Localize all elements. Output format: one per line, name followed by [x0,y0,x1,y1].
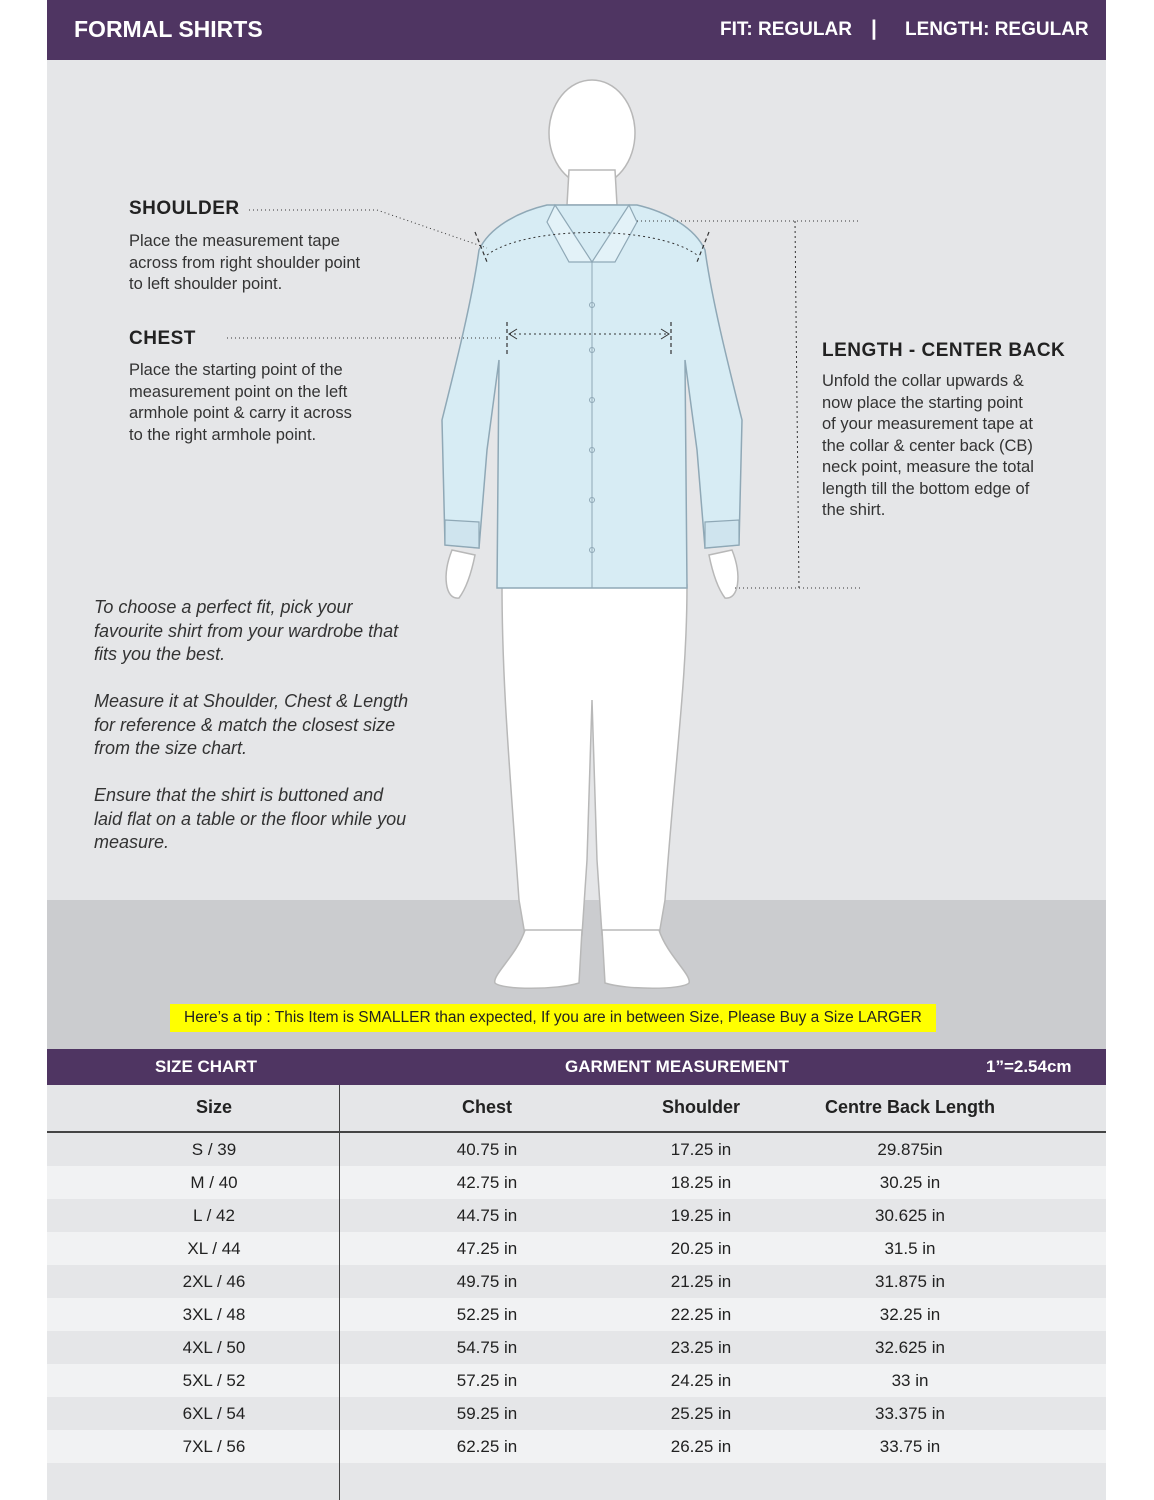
table-row [47,1397,1106,1430]
cell-chest: 52.25 in [456,1305,518,1324]
size-table-header [47,1085,1106,1133]
cell-chest: 44.75 in [456,1206,518,1225]
advice-paragraph: Ensure that the shirt is buttoned and laid flat on a table or the floor while you measure. [94,785,407,852]
cell-shoulder: 18.25 in [670,1173,732,1192]
cell-shoulder: 22.25 in [670,1305,732,1324]
length-label: LENGTH: REGULAR [905,19,1089,40]
chest-label: CHEST [129,328,196,349]
size-chart-header [47,1049,1106,1085]
sizing-tip: Here’s a tip : This Item is SMALLER than expected, If you are in between Size, Please Buy a Size LARGER [170,1004,936,1032]
cell-size: 3XL / 48 [182,1305,246,1324]
cell-centre-back-length: 31.875 in [875,1272,945,1291]
cell-centre-back-length: 33.75 in [879,1437,941,1456]
cell-shoulder: 17.25 in [670,1140,732,1159]
table-divider [339,1085,340,1500]
cell-centre-back-length: 33.375 in [875,1404,945,1423]
table-row [47,1133,1106,1166]
size-chart-title: SIZE CHART [155,1057,257,1076]
cell-size: L / 42 [193,1206,235,1225]
cell-size: 4XL / 50 [182,1338,246,1357]
cell-shoulder: 26.25 in [670,1437,732,1456]
table-row [47,1265,1106,1298]
cell-centre-back-length: 30.625 in [875,1206,945,1225]
cell-shoulder: 24.25 in [670,1371,732,1390]
cell-shoulder: 20.25 in [670,1239,732,1258]
table-row [47,1430,1106,1463]
cell-centre-back-length: 32.25 in [879,1305,941,1324]
length-center-back-label: LENGTH - CENTER BACK [822,340,1066,361]
cell-centre-back-length: 30.25 in [879,1173,941,1192]
cell-size: 7XL / 56 [182,1437,246,1456]
column-header-shoulder: Shoulder [661,1097,740,1117]
cell-chest: 49.75 in [456,1272,518,1291]
cell-size: S / 39 [191,1140,237,1159]
cell-centre-back-length: 31.5 in [884,1239,936,1258]
cell-chest: 47.25 in [456,1239,518,1258]
garment-measurement-title: GARMENT MEASUREMENT [565,1057,789,1076]
fit-label: FIT: REGULAR [720,19,852,40]
shoulder-description: Place the measurement tape across from right shoulder point to left shoulder point. [129,232,361,293]
cell-size: XL / 44 [187,1239,241,1258]
column-header-chest: Chest [461,1097,512,1117]
cell-chest: 57.25 in [456,1371,518,1390]
cell-chest: 59.25 in [456,1404,518,1423]
advice-paragraph: Measure it at Shoulder, Chest & Length for reference & match the closest size from the size chart. [94,691,409,758]
length-center-back-description: Unfold the collar upwards & now place the starting point of your measurement tape at the collar & center back (CB) neck point, measure the total length till the bottom edge of the shirt. [822,372,1034,519]
shoulder-label: SHOULDER [129,198,240,219]
cell-size: 2XL / 46 [182,1272,246,1291]
cell-chest: 42.75 in [456,1173,518,1192]
cell-centre-back-length: 32.625 in [875,1338,945,1357]
table-row [47,1166,1106,1199]
cell-chest: 40.75 in [456,1140,518,1159]
cell-size: 5XL / 52 [182,1371,246,1390]
table-row [47,1364,1106,1397]
cell-centre-back-length: 29.875in [877,1140,943,1159]
size-table [47,1085,1106,1463]
chest-description: Place the starting point of the measurement point on the left armhole point & carry it across to the right armhole point. [129,361,352,444]
header-separator: | [871,17,877,40]
column-header-size: Size [195,1097,233,1117]
cell-chest: 54.75 in [456,1338,518,1357]
table-row [47,1298,1106,1331]
cell-centre-back-length: 33 in [891,1371,929,1390]
unit-conversion: 1”=2.54cm [986,1057,1072,1076]
cell-shoulder: 23.25 in [670,1338,732,1357]
table-row [47,1331,1106,1364]
advice-paragraph: To choose a perfect fit, pick your favourite shirt from your wardrobe that fits you the best. [94,597,399,664]
table-row [47,1199,1106,1232]
table-row [47,1232,1106,1265]
cell-size: 6XL / 54 [182,1404,246,1423]
size-guide-panel [47,0,1106,1500]
size-table-body [47,1133,1106,1463]
cell-size: M / 40 [190,1173,238,1192]
cell-shoulder: 21.25 in [670,1272,732,1291]
cell-shoulder: 25.25 in [670,1404,732,1423]
fit-advice [94,596,464,878]
column-header-centre-back-length: Centre Back Length [824,1097,996,1117]
cell-shoulder: 19.25 in [670,1206,732,1225]
page-title: FORMAL SHIRTS [74,16,263,42]
cell-chest: 62.25 in [456,1437,518,1456]
